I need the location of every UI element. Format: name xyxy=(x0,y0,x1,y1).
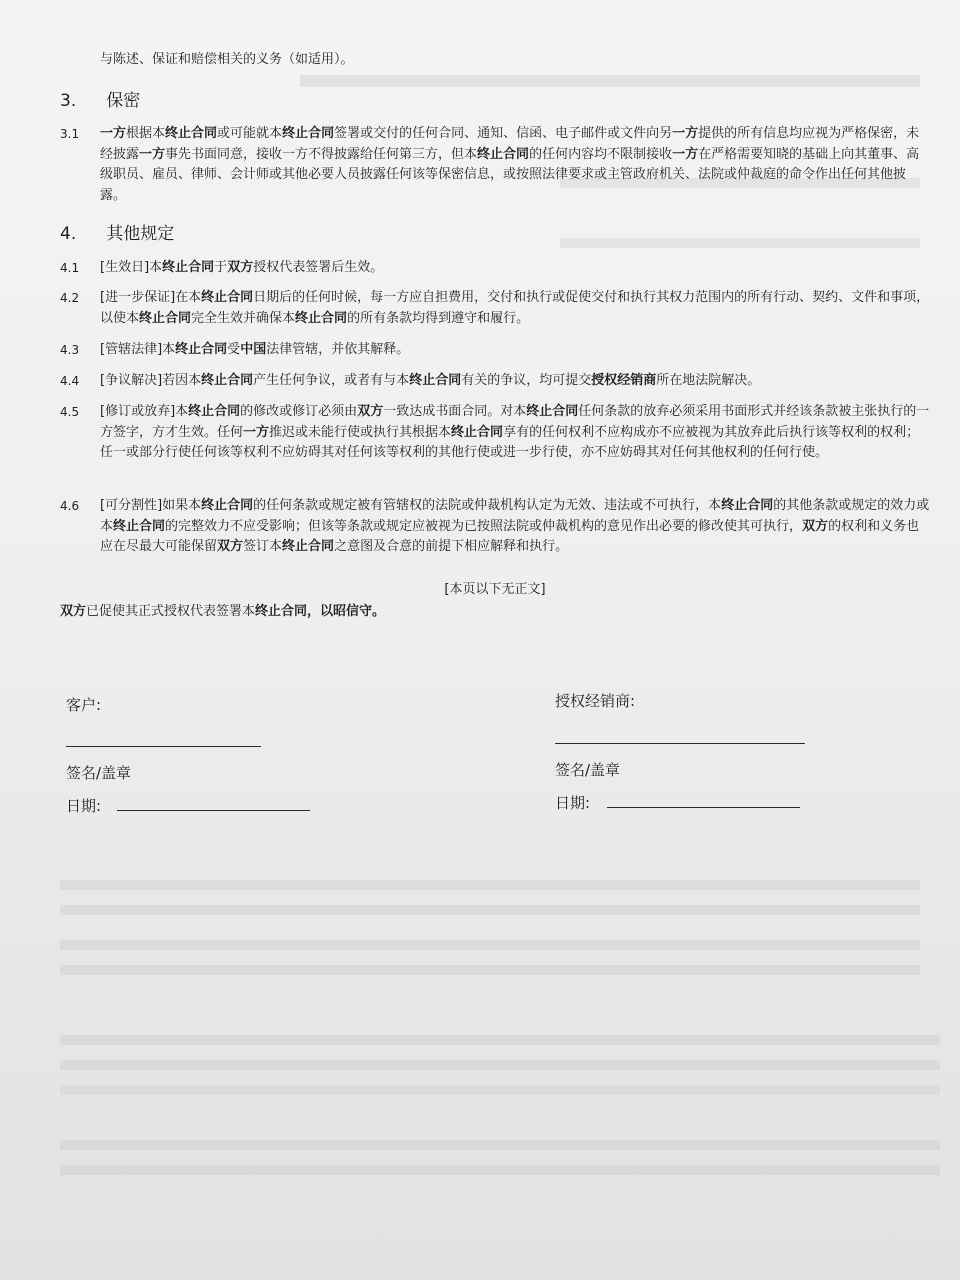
clause-number: 4.5 xyxy=(60,405,80,419)
clause-text: [生效日]本终止合同于双方授权代表签署后生效。 xyxy=(100,260,384,275)
end-of-text-note: [本页以下无正文] xyxy=(444,582,546,597)
customer-sign-label: 签名/盖章 xyxy=(66,764,132,782)
section-3-heading xyxy=(60,90,140,112)
customer-signature-line xyxy=(66,746,261,747)
clause-number: 4.2 xyxy=(60,291,80,305)
intro-text: 与陈述、保证和赔偿相关的义务（如适用）。 xyxy=(100,52,354,67)
clause-number: 4.6 xyxy=(60,499,80,513)
clause-4-5 xyxy=(60,402,930,464)
clause-4-3 xyxy=(60,340,930,361)
dealer-date-line xyxy=(607,807,800,808)
section-number: 3. xyxy=(60,91,77,111)
clause-text: [进一步保证]在本终止合同日期后的任何时候，每一方应自担费用，交付和执行或促使交付和执行其权力范围内的所有行动、契约、文件和事项，以使本终止合同完全生效并确保本终止合同的所有条款均得到遵守和履行。 xyxy=(100,290,930,326)
clause-text: [管辖法律]本终止合同受中国法律管辖，并依其解释。 xyxy=(100,342,410,357)
clause-text: 一方根据本终止合同或可能就本终止合同签署或交付的任何合同、通知、信函、电子邮件或文件向另一方提供的所有信息均应视为严格保密，未经披露一方事先书面同意，接收一方不得披露给任何第三方，但本终止合同的任何内容均不限制接收一方在严格需要知晓的基础上向其董事、高级职员、雇员、律师、会计师或其他必要人员披露任何该等保密信息，或按照法律要求或主管政府机关、法院或仲裁庭的命令作出任何其他披露。 xyxy=(100,126,920,203)
section-4-heading xyxy=(60,223,174,245)
dealer-sign-label: 签名/盖章 xyxy=(555,761,621,779)
clause-number: 4.4 xyxy=(60,374,80,388)
section-title: 保密 xyxy=(106,91,141,111)
clause-number: 3.1 xyxy=(60,127,80,141)
customer-date-line xyxy=(117,810,310,811)
section-number: 4. xyxy=(60,224,77,244)
section-title: 其他规定 xyxy=(106,224,175,244)
clause-4-6 xyxy=(60,496,930,558)
clause-text: [修订或放弃]本终止合同的修改或修订必须由双方一致达成书面合同。对本终止合同任何条款的放弃必须采用书面形式并经该条款被主张执行的一方签字，方才生效。任何一方推迟或未能行使或执行其根据本终止合同享有的任何权利不应构成亦不应被视为其放弃此后执行该等权利的权利；任一或部分行使任何该等权利不应妨碍其对任何该等权利的其他行使或进一步行使，亦不应妨碍其对任何其他权利的任何行使。 xyxy=(100,404,930,460)
clause-text: [争议解决]若因本终止合同产生任何争议，或者有与本终止合同有关的争议，均可提交授权经销商所在地法院解决。 xyxy=(100,373,761,388)
clause-4-4 xyxy=(60,371,930,392)
clause-3-1 xyxy=(60,124,930,206)
witness-statement: 双方已促使其正式授权代表签署本终止合同，以昭信守。 xyxy=(60,604,386,619)
customer-date-label: 日期: xyxy=(66,797,102,815)
dealer-date-label: 日期: xyxy=(555,794,591,812)
clause-text: [可分割性]如果本终止合同的任何条款或规定被有管辖权的法院或仲裁机构认定为无效、违法或不可执行，本终止合同的其他条款或规定的效力或本终止合同的完整效力不应受影响；但该等条款或规定应被视为已按照法院或仲裁机构的意见作出必要的修改使其可执行，双方的权利和义务也应在尽最大可能保留双方签订本终止合同之意图及合意的前提下相应解释和执行。 xyxy=(100,498,930,554)
dealer-label: 授权经销商: xyxy=(555,692,636,710)
clause-4-2 xyxy=(60,288,930,329)
customer-label: 客户: xyxy=(66,696,102,714)
clause-number: 4.1 xyxy=(60,261,80,275)
clause-number: 4.3 xyxy=(60,343,80,357)
dealer-signature-line xyxy=(555,743,805,744)
clause-4-1 xyxy=(60,258,930,279)
